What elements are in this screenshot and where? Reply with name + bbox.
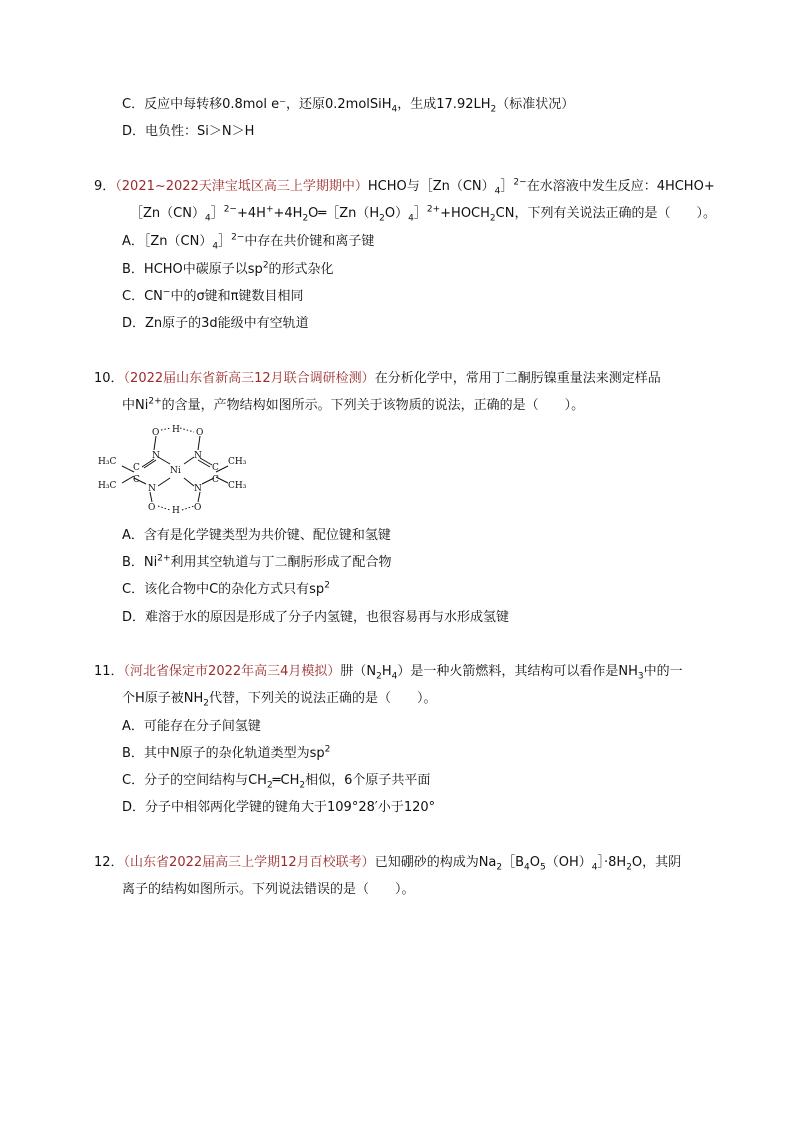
carbon-label: C [212, 463, 219, 473]
q10-option-a: A．含有是化学键类型为共价键、配位键和氢键 [122, 528, 391, 543]
oxygen-label: O [194, 503, 202, 513]
q12-source: （山东省2022届高三上学期12月百校联考） [123, 855, 375, 870]
carbon-label: C [212, 475, 219, 485]
nitrogen-label: N [194, 484, 202, 494]
methyl-label: H₃C [98, 457, 117, 467]
q11-option-c: C．分子的空间结构与$CH_2═CH_2$相似，6个原子共平面 [122, 773, 431, 791]
q10-option-b: B．$Ni^{2+}$利用其空轨道与丁二酮肟形成了配合物 [122, 553, 392, 570]
nitrogen-label: N [152, 451, 160, 461]
q9-stem-line2: $[Zn(CN)_4]^{2-}+4H^++4H_2O═[Zn(H_2O)_4]^{2+}+HOCH_2CN$，下列有关说法正确的是（ ）。 [130, 204, 716, 224]
nickel-label: Ni [170, 466, 181, 476]
carbon-label: C [133, 475, 140, 485]
hydrogen-label: H [172, 425, 180, 435]
q10-stem-line1: 10．（2022届山东省新高三12月联合调研检测）在分析化学中，常用丁二酮肟镍重量法来测定样品 [94, 371, 661, 386]
q10-stem-line2: 中$Ni^{2+}$的含量，产物结构如图所示。下列关于该物质的说法，正确的是（ ）。 [122, 396, 585, 413]
nitrogen-label: N [148, 484, 156, 494]
q11-option-a: A．可能存在分子间氢键 [122, 719, 261, 734]
hydrogen-label: H [172, 506, 180, 515]
q9-option-a: A．$[Zn(CN)_4]^{2-}$中存在共价键和离子键 [122, 232, 375, 252]
nitrogen-label: N [194, 451, 202, 461]
methyl-label: H₃C [98, 481, 117, 491]
q9-option-b: B．HCHO中碳原子以$sp^2$的形式杂化 [122, 260, 334, 277]
q11-stem-line1: 11．（河北省保定市2022年高三4月模拟）肼$(N_2H_4)$是一种火箭燃料，其结构可以看作是$NH_3$中的一 [94, 664, 683, 682]
nickel-dimethylglyoximate-structure [96, 420, 256, 515]
q11-source: （河北省保定市2022年高三4月模拟） [123, 664, 341, 679]
q10-source: （2022届山东省新高三12月联合调研检测） [123, 371, 375, 386]
oxygen-label: O [152, 428, 160, 438]
q11-stem-line2: 个H原子被$NH_2$代替，下列关的说法正确的是（ ）。 [122, 691, 437, 709]
oxygen-label: O [148, 503, 156, 513]
carbon-label: C [133, 463, 140, 473]
q9-stem-line1: 9．（2021~2022天津宝坻区高三上学期期中）HCHO与$[Zn(CN)_4]^{2-}$在水溶液中发生反应：4HCHO+ [94, 177, 715, 197]
q8-option-d: D．电负性：Si＞N＞H [122, 124, 255, 139]
q12-stem-line2: 离子的结构如图所示。下列说法错误的是（ ）。 [122, 882, 415, 897]
q10-option-c: C．该化合物中C的杂化方式只有$sp^2$ [122, 580, 330, 597]
q11-option-b: B．其中N原子的杂化轨道类型为$sp^2$ [122, 744, 331, 761]
q9-option-c: C．CN−中的σ键和π键数目相同 [122, 287, 304, 304]
q12-stem-line1: 12．（山东省2022届高三上学期12月百校联考）已知硼砂的构成为$Na_2[B_4O_5(OH)_4]\cdot 8H_2O$，其阴 [94, 855, 682, 873]
q10-option-d: D．难溶于水的原因是形成了分子内氢键，也很容易再与水形成氢键 [122, 610, 510, 625]
oxygen-label: O [196, 428, 204, 438]
methyl-label: CH₃ [228, 481, 247, 491]
q11-option-d: D．分子中相邻两化学键的键角大于109°28′小于120° [122, 800, 436, 815]
q9-option-d: D．Zn原子的3d能级中有空轨道 [122, 316, 309, 331]
q8-option-c: C．反应中每转移0.8mol e⁻，还原0.2molSiH$_4$，生成$17.92LH_2$（标准状况） [122, 97, 575, 115]
q9-source: （2021~2022天津宝坻区高三上学期期中） [115, 179, 368, 194]
methyl-label: CH₃ [228, 457, 247, 467]
